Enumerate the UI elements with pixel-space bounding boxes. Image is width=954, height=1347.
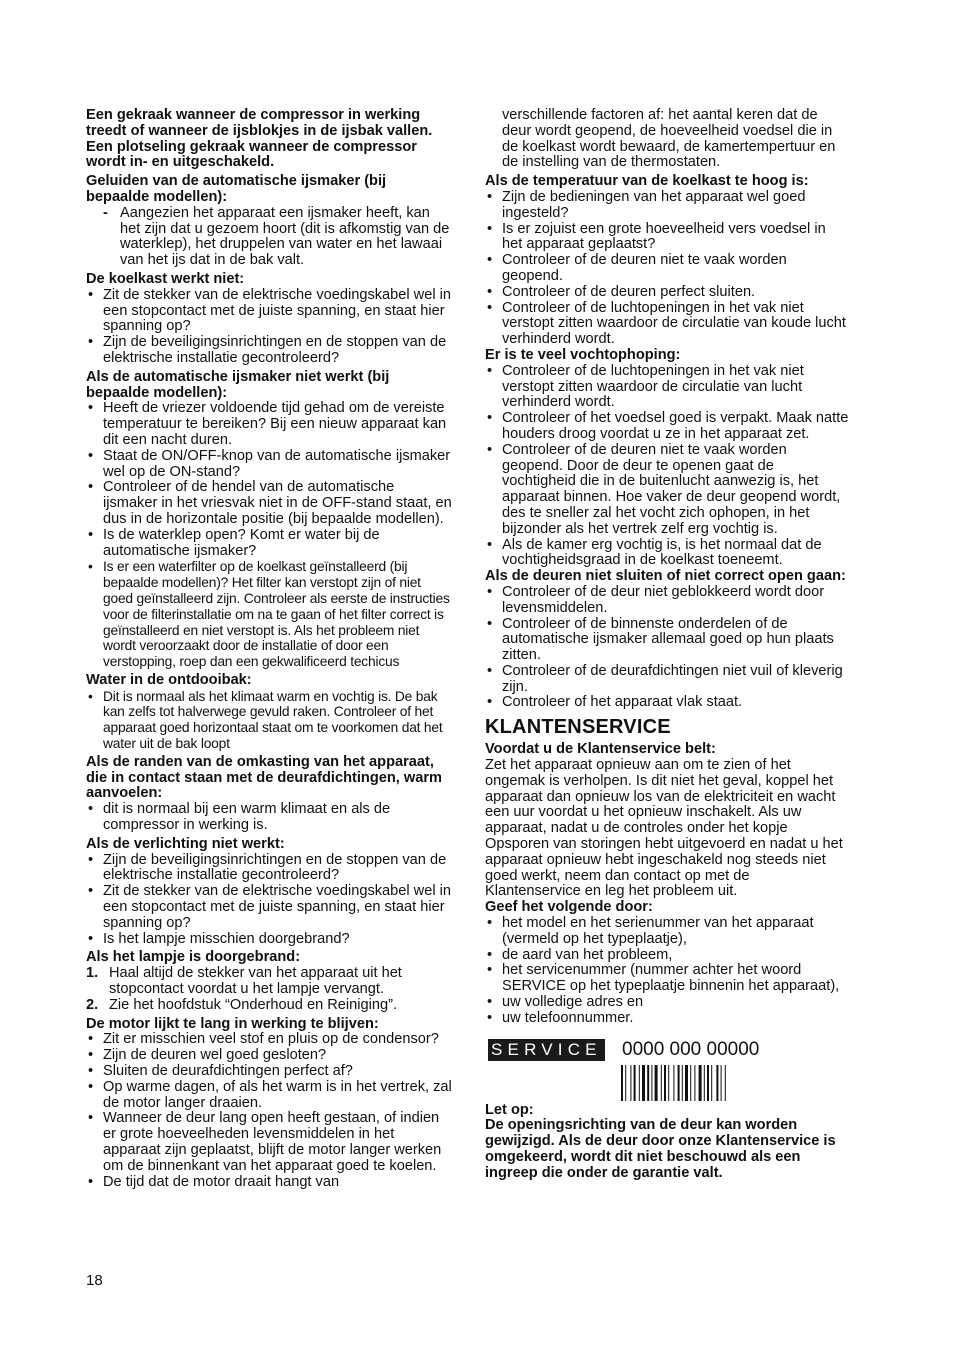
ijsmaker-geluid-heading: Geluiden van de automatische ijsmaker (bij bepaalde modellen): xyxy=(86,173,387,205)
list-item: • Controleer of de binnenste onderdelen of de automatische ijsmaker allemaal goed op hun plaats zitten. xyxy=(485,617,849,664)
list-item: • de aard van het probleem, xyxy=(485,948,849,964)
list-item: • Controleer of de deuren niet te vaak worden geopend. Door de deur te openen gaat de vochtigheid die in de buitenlucht aanwezig is, het apparaat binnen. Hoe vaker de deur geopend wordt, des te sneller zal het vocht zich ophopen, in het bijzonder als het vertrek zelf erg vochtig is. xyxy=(485,443,849,538)
list-item: • Controleer of de deuren perfect sluiten. xyxy=(485,285,849,301)
randen-warm-heading: Als de randen van de omkasting van het apparaat, die in contact staan met de deurafdichtingen, warm aanvoelen: xyxy=(86,753,442,802)
list-item: • Is er een waterfilter op de koelkast geïnstalleerd (bij bepaalde modellen)? Het filter kan verstopt zijn of niet goed geïnstalleerd zijn. Controleer als eerste de instructies voor de filterinstallatie om na te gaan of het filter correct is geïnstalleerd en niet verstopt is. Als het probleem niet wordt veroorzaakt door de installatie of door een verstopping, roep dan een gekwalificeerd techicus xyxy=(86,559,452,670)
list-item: • Zijn de bedieningen van het apparaat wel goed ingesteld? xyxy=(485,190,849,222)
list-item: • dit is normaal bij een warm klimaat en als de compressor in werking is. xyxy=(86,802,452,834)
werkt-niet-heading: De koelkast werkt niet: xyxy=(86,270,245,287)
list-item: • Zit de stekker van de elektrische voedingskabel wel in een stopcontact met de juiste spanning, en staat hier spanning op? xyxy=(86,884,452,931)
list-item: • Controleer of de deurafdichtingen niet vuil of kleverig zijn. xyxy=(485,664,849,696)
motor-heading: De motor lijkt te lang in werking te blijven: xyxy=(86,1015,379,1032)
list-item: • Controleer of de luchtopeningen in het vak niet verstopt zitten waardoor de circulatie van lucht verhinderd wordt. xyxy=(485,364,849,411)
list-item: • Controleer of de luchtopeningen in het vak niet verstopt zitten waardoor de circulatie van koude lucht verhinderd wordt. xyxy=(485,301,849,348)
deuren-heading: Als de deuren niet sluiten of niet correct open gaan: xyxy=(485,568,846,585)
list-item: • Als de kamer erg vochtig is, is het normaal dat de vochtigheidsgraad in de koelkast toeneemt. xyxy=(485,538,849,570)
werkt-niet-list xyxy=(86,288,452,367)
motor-list xyxy=(86,1032,452,1190)
list-item: • uw telefoonnummer. xyxy=(485,1011,849,1027)
list-item: • Controleer of de hendel van de automatische ijsmaker in het vriesvak niet in de OFF-stand staat, en dus in de horizontale positie (bij bepaalde modellen). xyxy=(86,480,452,527)
vocht-list xyxy=(485,364,849,569)
randen-warm-list xyxy=(86,802,452,834)
temperatuur-list xyxy=(485,190,849,348)
service-logo: SERVICE xyxy=(488,1039,605,1061)
list-item: • Staat de ON/OFF-knop van de automatische ijsmaker wel op de ON-stand? xyxy=(86,449,452,481)
voordat-text: Zet het apparaat opnieuw aan om te zien of het ongemak is verholpen. Is dit niet het geval, koppel het apparaat dan opnieuw los van de elektriciteit en wacht een uur voordat u het opnieuw inschakelt. Als uw apparaat, nadat u de controles onder het kopje Opsporen van storingen hebt uitgevoerd en nadat u het apparaat opnieuw hebt ingeschakeld nog steeds niet goed werkt, neem dan contact op met de Klantenservice en leg het probleem uit. xyxy=(485,757,843,900)
list-item: • Sluiten de deurafdichtingen perfect af? xyxy=(86,1064,452,1080)
letop-heading: Let op: xyxy=(485,1101,534,1118)
list-item: • Is er zojuist een grote hoeveelheid vers voedsel in het apparaat geplaatst? xyxy=(485,222,849,254)
list-item: • het model en het serienummer van het apparaat (vermeld op het typeplaatje), xyxy=(485,916,849,948)
list-item: • Zijn de deuren wel goed gesloten? xyxy=(86,1048,452,1064)
ontdooibak-list xyxy=(86,689,452,752)
list-item: • Zijn de beveiligingsinrichtingen en de stoppen van de elektrische installatie gecontroleerd? xyxy=(86,335,452,367)
list-item: • Is de waterklep open? Komt er water bij de automatische ijsmaker? xyxy=(86,528,452,560)
temperatuur-heading: Als de temperatuur van de koelkast te hoog is: xyxy=(485,173,809,190)
list-item: • Op warme dagen, of als het warm is in het vertrek, zal de motor langer draaien. xyxy=(86,1080,452,1112)
list-item: 2. Zie het hoofdstuk “Onderhoud en Reiniging”. xyxy=(86,998,452,1014)
letop-text: De openingsrichting van de deur kan worden gewijzigd. Als de deur door onze Klantenservice is omgekeerd, wordt dit niet beschouwd als een ingreep die onder de garantie valt. xyxy=(485,1117,836,1181)
list-item: • Heeft de vriezer voldoende tijd gehad om de vereiste temperatuur te bereiken? Bij een nieuw apparaat kan dit een nacht duren. xyxy=(86,401,452,448)
geef-heading: Geef het volgende door: xyxy=(485,899,653,916)
voordat-heading: Voordat u de Klantenservice belt: xyxy=(485,741,716,758)
service-number: 0000 000 00000 xyxy=(622,1038,760,1060)
deuren-list xyxy=(485,585,849,711)
list-item: 1. Haal altijd de stekker van het apparaat uit het stopcontact voordat u het lampje vervangt. xyxy=(86,966,452,998)
vocht-heading: Er is te veel vochtophoping: xyxy=(485,346,681,363)
list-item: • uw volledige adres en xyxy=(485,995,849,1011)
lampje-steps xyxy=(86,966,452,1013)
list-item: • Wanneer de deur lang open heeft gestaan, of indien er grote hoeveelheden levensmiddelen in het apparaat zijn geplaatst, blijft de motor langer werken om de binnenkant van het apparaat goed te koelen. xyxy=(86,1111,452,1174)
list-item: • Zijn de beveiligingsinrichtingen en de stoppen van de elektrische installatie gecontroleerd? xyxy=(86,853,452,885)
left-column xyxy=(86,108,452,1190)
list-item: • Controleer of het voedsel goed is verpakt. Maak natte houders droog voordat u ze in het apparaat zet. xyxy=(485,411,849,443)
list-item: • Dit is normaal als het klimaat warm en vochtig is. De bak kan zelfs tot halverwege gevuld raken. Controleer of het apparaat goed horizontaal staat om te voorkomen dat het water uit de bak loopt xyxy=(86,689,452,752)
list-item: - Aangezien het apparaat een ijsmaker heeft, kan het zijn dat u gezoem hoort (dit is afkomstig van de waterklep), het druppelen van water en het lawaai van het ijs dat in de bak valt. xyxy=(86,206,452,269)
lampje-heading: Als het lampje is doorgebrand: xyxy=(86,949,301,966)
list-item: • Zit de stekker van de elektrische voedingskabel wel in een stopcontact met de juiste spanning, en staat hier spanning op? xyxy=(86,288,452,335)
continuation-text: verschillende factoren af: het aantal keren dat de deur wordt geopend, de hoeveelheid voedsel die in de koelkast wordt bewaard, de kamertempertuur en de instelling van de thermostaten. xyxy=(502,107,836,171)
list-item: • De tijd dat de motor draait hangt van xyxy=(86,1175,452,1191)
verlichting-list xyxy=(86,853,452,948)
verlichting-heading: Als de verlichting niet werkt: xyxy=(86,835,285,852)
list-item: • Controleer of het apparaat vlak staat. xyxy=(485,695,849,711)
list-item: • Controleer of de deur niet geblokkeerd wordt door levensmiddelen. xyxy=(485,585,849,617)
klantenservice-title: KLANTENSERVICE xyxy=(485,716,671,739)
list-item: • het servicenummer (nummer achter het woord SERVICE op het typeplaatje binnenin het apparaat), xyxy=(485,963,849,995)
page-number: 18 xyxy=(86,1272,103,1289)
geef-list xyxy=(485,916,849,1027)
list-item: • Zit er misschien veel stof en pluis op de condensor? xyxy=(86,1032,452,1048)
intro-bold-paragraph: Een gekraak wanneer de compressor in werking treedt of wanneer de ijsblokjes in de ijsbak vallen. Een plotseling gekraak wanneer de compressor wordt in- en uitgeschakeld. xyxy=(86,107,433,171)
ontdooibak-heading: Water in de ontdooibak: xyxy=(86,671,252,688)
list-item: • Is het lampje misschien doorgebrand? xyxy=(86,932,452,948)
ijsmaker-werkt-niet-list xyxy=(86,401,452,670)
ijsmaker-werkt-niet-heading: Als de automatische ijsmaker niet werkt (bij bepaalde modellen): xyxy=(86,368,390,401)
right-column xyxy=(485,108,849,1182)
ijsmaker-geluid-list xyxy=(86,206,452,269)
service-label xyxy=(485,1037,849,1103)
list-item: • Controleer of de deuren niet te vaak worden geopend. xyxy=(485,253,849,285)
barcode-icon xyxy=(621,1065,771,1101)
